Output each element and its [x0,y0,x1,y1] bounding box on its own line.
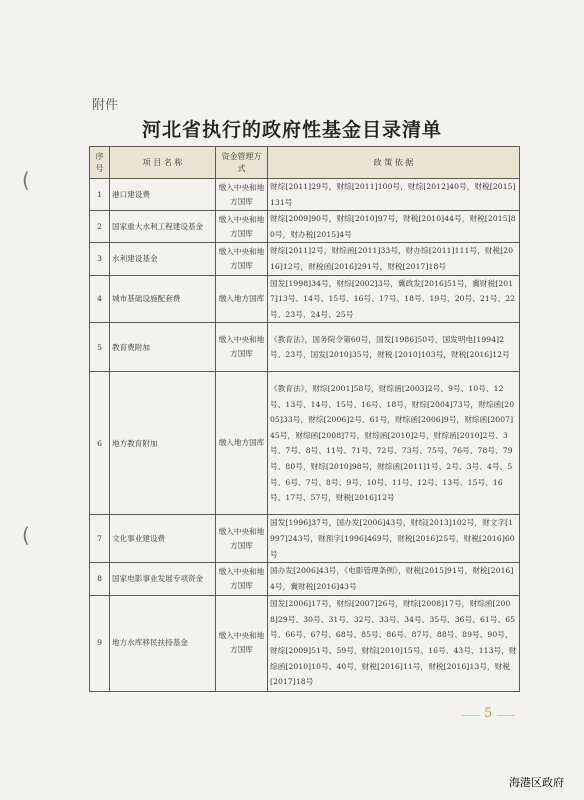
row-number: 3 [90,243,110,275]
page-number-rule-right [497,715,515,716]
table-row [90,275,520,323]
scan-mark: ( [22,168,30,192]
fund-name: 国家电影事业发展专项资金 [110,563,216,595]
table-row [90,563,520,595]
header-basis: 政 策 依 据 [268,147,520,179]
policy-basis: 财综[2011]2号，财综函[2011]33号，财办综[2011]111号，财税[2016]12号，财税函[2016]291号，财税[2017]18号 [268,243,520,275]
management-mode: 缴入中央和地方国库 [216,323,268,372]
row-number: 4 [90,275,110,323]
fund-name: 地方教育附加 [110,372,216,515]
fund-name: 教育费附加 [110,323,216,372]
fund-name: 地方水库移民扶持基金 [110,595,216,691]
policy-basis: 财综[2009]90号，财综[2010]97号，财税[2010]44号，财税[2015]80号，财办税[2015]4号 [268,211,520,243]
fund-name: 城市基础设施配套费 [110,275,216,323]
table-row [90,211,520,243]
table-row [90,323,520,372]
row-number: 2 [90,211,110,243]
row-number: 6 [90,372,110,515]
management-mode: 缴入中央和地方国库 [216,179,268,211]
table-row [90,595,520,691]
policy-basis: 国发[1996]37号，国办发[2006]43号，财综[2013]102号，财文字[1997]243号，财预字[1996]469号，财税[2016]25号，财税[2016]60号 [268,515,520,563]
fund-table [89,146,520,692]
row-number: 1 [90,179,110,211]
fund-name: 文化事业建设费 [110,515,216,563]
management-mode: 缴入中央和地方国库 [216,211,268,243]
management-mode: 缴入中央和地方国库 [216,243,268,275]
table-row [90,372,520,515]
header-no: 序号 [90,147,110,179]
policy-basis: 《教育法》，财综[2001]58号，财综函[2003]2号、9号、10号、12号、13号、14号、15号、16号、18号，财综[2004]73号，财综函[2005]33号，财综[2006]2号、61号，财综函[2006]9号，财综函[2007]45号，财综函[2008]7号，财综函[2010]2号，财综函[2010]2号、3号、7号、8号、11号、71号、72号、73号、75号、76号、78号、79号、80号，财综[2010]98号，财综函[2011]1号、2号、3号、4号、5号、6号、7号、8号、9号、10号、11号、12号、13号、15号、16号、17号、57号，财税[2016]12号 [268,372,520,515]
row-number: 5 [90,323,110,372]
scan-mark: ( [22,523,30,547]
row-number: 7 [90,515,110,563]
row-number: 8 [90,563,110,595]
page-number: 5 [484,706,493,721]
management-mode: 缴入中央和地方国库 [216,595,268,691]
management-mode: 缴入中央和地方国库 [216,515,268,563]
policy-basis: 《教育法》，国务院令第60号，国发[1986]50号，国发明电[1994]2号、23号，国发[2010]35号，财税 [2010]103号，财税[2016]12号 [268,323,520,372]
watermark-label: 海港区政府 [509,776,564,789]
header-mode: 资金管理方式 [216,147,268,179]
table-header-row [90,147,520,179]
page-title: 河北省执行的政府性基金目录清单 [141,119,442,141]
policy-basis: 国办发[2006]43号，《电影管理条例》，财税[2015]91号，财税[2016]4号，冀财税[2016]43号 [268,563,520,595]
management-mode: 缴入中央和地方国库 [216,563,268,595]
management-mode: 缴入地方国库 [216,275,268,323]
table-row [90,179,520,211]
policy-basis: 国发[1998]34号，财综[2002]3号，冀政发[2016]51号，冀财税[2017]13号、14号、15号、16号、17号、18号、19号、20号、21号、22号、23号、24号、25号 [268,275,520,323]
policy-basis: 国发[2006]17号，财综[2007]26号，财综[2008]17号，财综函[2008]29号、30号、31号、32号、33号、34号、35号、36号、61号、65号、66号、67号、68号、85号、86号、87号、88号、89号、90号，财综[2009]51号、59号，财综[2010]15号、16号、43号、113号，财综函[2010]10号、40号，财税[2016]11号，财税[2016]13号，财税[2017]18号 [268,595,520,691]
page-number-rule-left [462,715,480,716]
row-number: 9 [90,595,110,691]
fund-name: 港口建设费 [110,179,216,211]
policy-basis: 财综[2011]29号，财综[2011]100号，财综[2012]40号，财税[2015]131号 [268,179,520,211]
table-row [90,515,520,563]
fund-name: 水利建设基金 [110,243,216,275]
attachment-label: 附件 [92,98,119,113]
fund-name: 国家重大水利工程建设基金 [110,211,216,243]
management-mode: 缴入地方国库 [216,372,268,515]
table-row [90,243,520,275]
header-name: 项 目 名 称 [110,147,216,179]
